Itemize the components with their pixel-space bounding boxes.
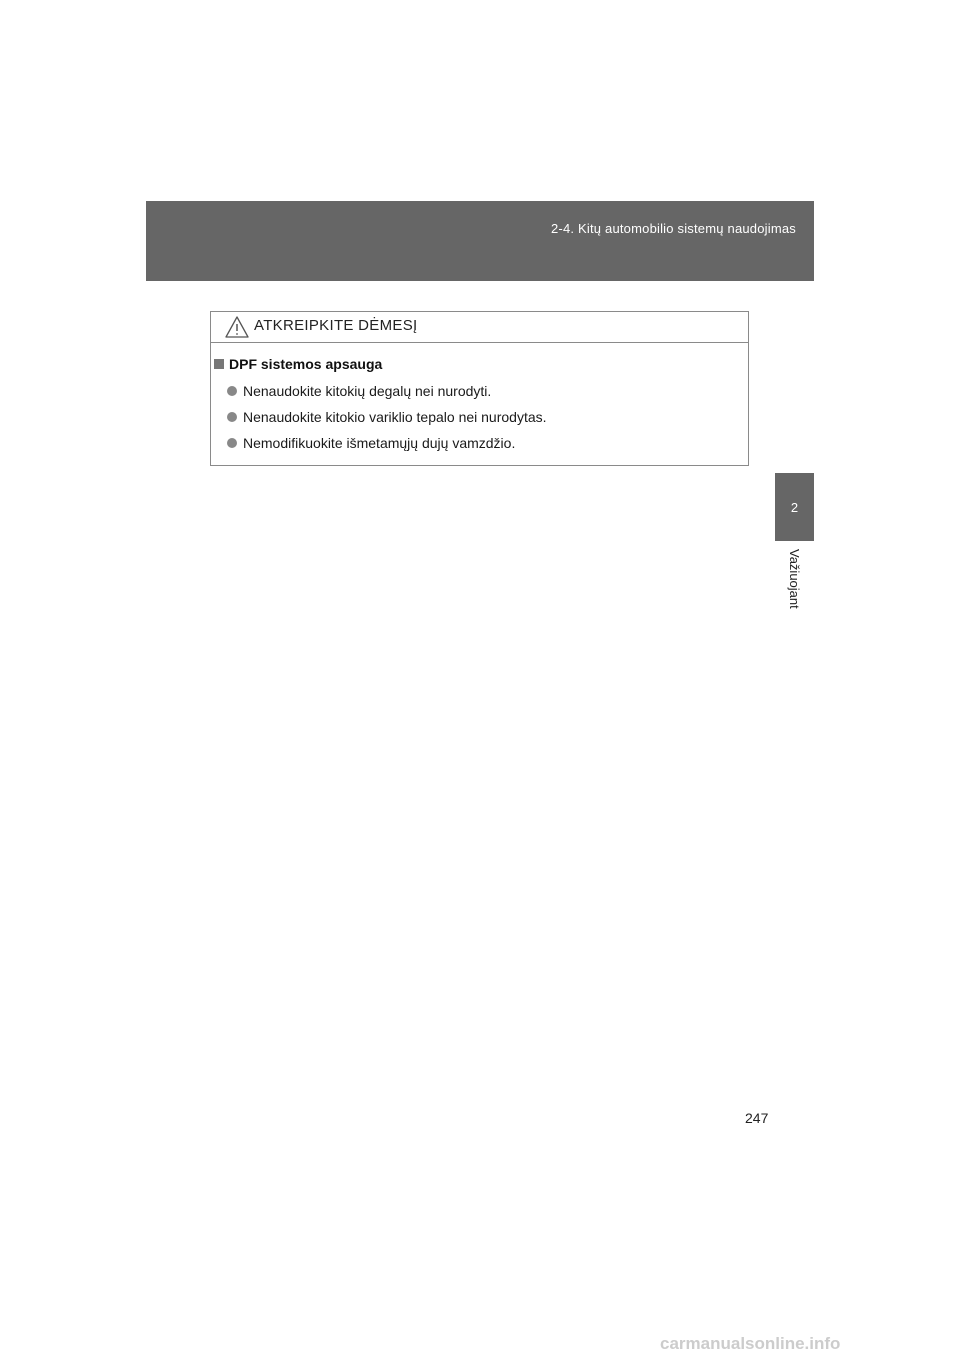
list-item — [227, 378, 547, 404]
list-item-text: Nemodifikuokite išmetamųjų dujų vamzdžio. — [243, 435, 516, 451]
page-number: 247 — [745, 1110, 769, 1126]
list-item-text: Nenaudokite kitokių degalų nei nurodyti. — [243, 383, 492, 399]
list-item — [227, 430, 547, 456]
watermark: carmanualsonline.info — [660, 1334, 841, 1353]
caution-header — [211, 312, 748, 343]
caution-box — [210, 311, 749, 466]
bullet-dot-icon — [227, 412, 237, 422]
caution-title: ATKREIPKITE DĖMESĮ — [254, 317, 418, 334]
caution-list — [227, 378, 547, 456]
section-title: 2-4. Kitų automobilio sistemų naudojimas — [550, 221, 796, 236]
chapter-tab-number: 2 — [775, 473, 814, 541]
list-item-text: Nenaudokite kitokio variklio tepalo nei nurodytas. — [243, 409, 547, 425]
section-heading — [214, 356, 382, 372]
bullet-dot-icon — [227, 386, 237, 396]
section-heading-text: DPF sistemos apsauga — [229, 356, 383, 372]
chapter-tab-label-text: Važiuojant — [787, 549, 802, 609]
chapter-header-band — [146, 201, 814, 281]
list-item — [227, 404, 547, 430]
square-bullet-icon — [214, 359, 224, 369]
chapter-tab-label — [775, 541, 814, 636]
warning-triangle-icon — [225, 316, 249, 338]
bullet-dot-icon — [227, 438, 237, 448]
